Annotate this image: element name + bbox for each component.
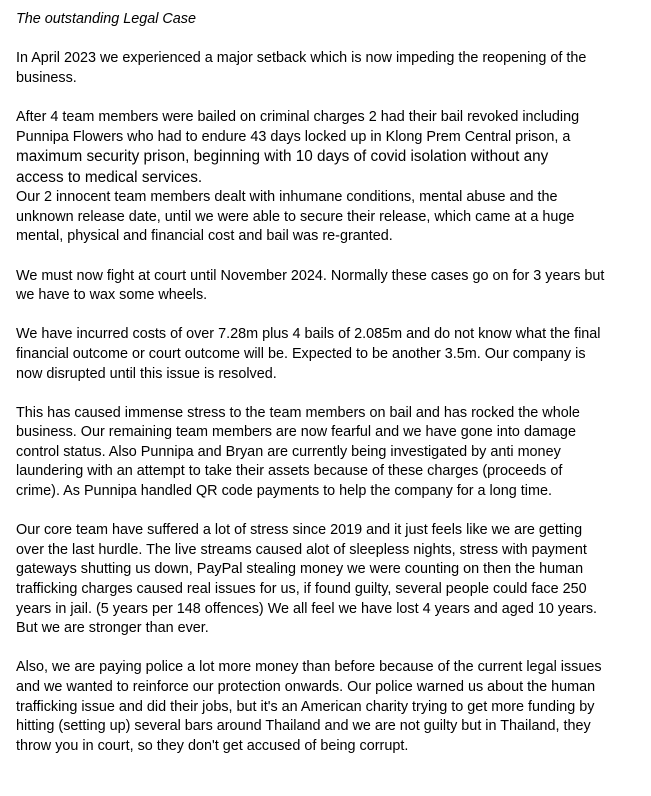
paragraph-costs: We have incurred costs of over 7.28m plus 4 bails of 2.085m and do not know what the final financial outcome or court outcome will be. Expected to be another 3.5m. Our company is now disrupted until this issue is resolved.	[16, 326, 601, 382]
paragraph-core-team: Our core team have suffered a lot of stress since 2019 and it just feels like we are getting over the last hurdle. The live streams caused alot of sleepless nights, stress with payment gateways shutting us down, PayPal stealing money we were counting on then the human trafficking charges caused real issues for us, if found guilty, several people could face 250 years in jail. (5 years per 148 offences) We all feel we have lost 4 years and aged 10 years. But we are stronger than ever.	[16, 522, 598, 637]
paragraph-stress: This has caused immense stress to the team members on bail and has rocked the whole business. Our remaining team members are now fearful and we have gone into damage control status. Also Punnipa and Bryan are currently being investigated by anti money laundering with an attempt to take their assets because of these charges (proceeds of crime). As Punnipa handled QR code payments to help the company for a long time.	[16, 404, 580, 500]
paragraph-police: Also, we are paying police a lot more money than before because of the current legal issues and we wanted to reinforce our protection onwards. Our police warned us about the human trafficking issue and did their jobs, but it's an American charity trying to get more funding by hitting (setting up) several bars around Thailand and we are not guilty but in Thailand, they throw you in court, so they don't get accused of being corrupt.	[16, 659, 602, 754]
document-title: The outstanding Legal Case	[16, 11, 197, 27]
paragraph-innocent-members: Our 2 innocent team members dealt with inhumane conditions, mental abuse and the unknown release date, until we were able to secure their release, which came at a huge mental, physical and financial cost and bail was re-granted.	[16, 189, 575, 245]
paragraph-bail-revoked: After 4 team members were bailed on criminal charges 2 had their bail revoked including Punnipa Flowers who had to endure 43 days locked up in Klong Prem Central prison, a	[16, 108, 580, 145]
paragraph-spacer	[16, 88, 635, 108]
paragraph-maximum-security: maximum security prison, beginning with 10 days of covid isolation without any access to medical services.	[16, 148, 549, 186]
paragraph-setback: In April 2023 we experienced a major setback which is now impeding the reopening of the business.	[16, 50, 587, 86]
paragraph-court-date: We must now fight at court until November 2024. Normally these cases go on for 3 years but we have to wax some wheels.	[16, 267, 605, 304]
